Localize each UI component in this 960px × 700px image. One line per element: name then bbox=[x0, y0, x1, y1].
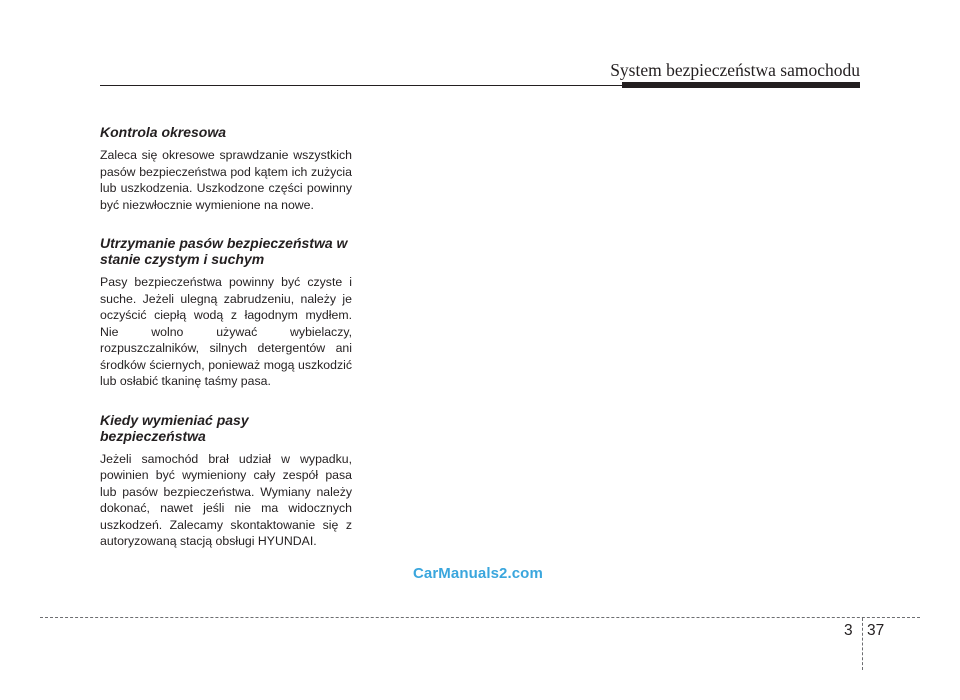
header-accent-bar bbox=[622, 82, 860, 88]
footer-dashed-rule bbox=[40, 617, 920, 618]
chapter-number: 3 bbox=[844, 622, 853, 639]
text-column bbox=[100, 124, 352, 572]
watermark-link[interactable]: CarManuals2.com bbox=[413, 565, 543, 582]
section-heading: Kiedy wymieniać pasy bezpieczeństwa bbox=[100, 411, 249, 444]
section-heading: Kontrola okresowa bbox=[100, 124, 227, 140]
footer-vertical-divider bbox=[862, 618, 863, 670]
section-heading: Utrzymanie pasów bezpieczeństwa w stanie czystym i suchym bbox=[100, 235, 348, 267]
section-cleaning bbox=[100, 235, 352, 390]
section-periodic-inspection bbox=[100, 124, 352, 213]
page-number: 37 bbox=[867, 622, 885, 639]
section-paragraph: Jeżeli samochód brał udział w wypadku, powinien być wymieniony cały zespół pasa lub pasów bezpieczeństwa. Wymiany należy dokonać, nawet jeśli nie ma widocznych uszkodzeń. Zalecamy skontaktowanie się z autoryzowaną stacją obsługi HYUNDAI. bbox=[100, 451, 352, 548]
running-header-title: System bezpieczeństwa samochodu bbox=[610, 60, 860, 80]
section-paragraph: Zaleca się okresowe sprawdzanie wszystkich pasów bezpieczeństwa pod kątem ich zużycia lub uszkodzenia. Uszkodzone części powinny być niezwłocznie wymienione na nowe. bbox=[100, 148, 352, 212]
section-paragraph: Pasy bezpieczeństwa powinny być czyste i suche. Jeżeli ulegną zabrudzeniu, należy je oczyścić ciepłą wodą z łagodnym mydłem. Nie wolno używać wybielaczy, rozpuszczalników, silnych detergentów ani środków ściernych, ponieważ mogą uszkodzić lub osłabić tkaninę taśmy pasa. bbox=[100, 275, 352, 388]
section-replacement bbox=[100, 412, 352, 550]
